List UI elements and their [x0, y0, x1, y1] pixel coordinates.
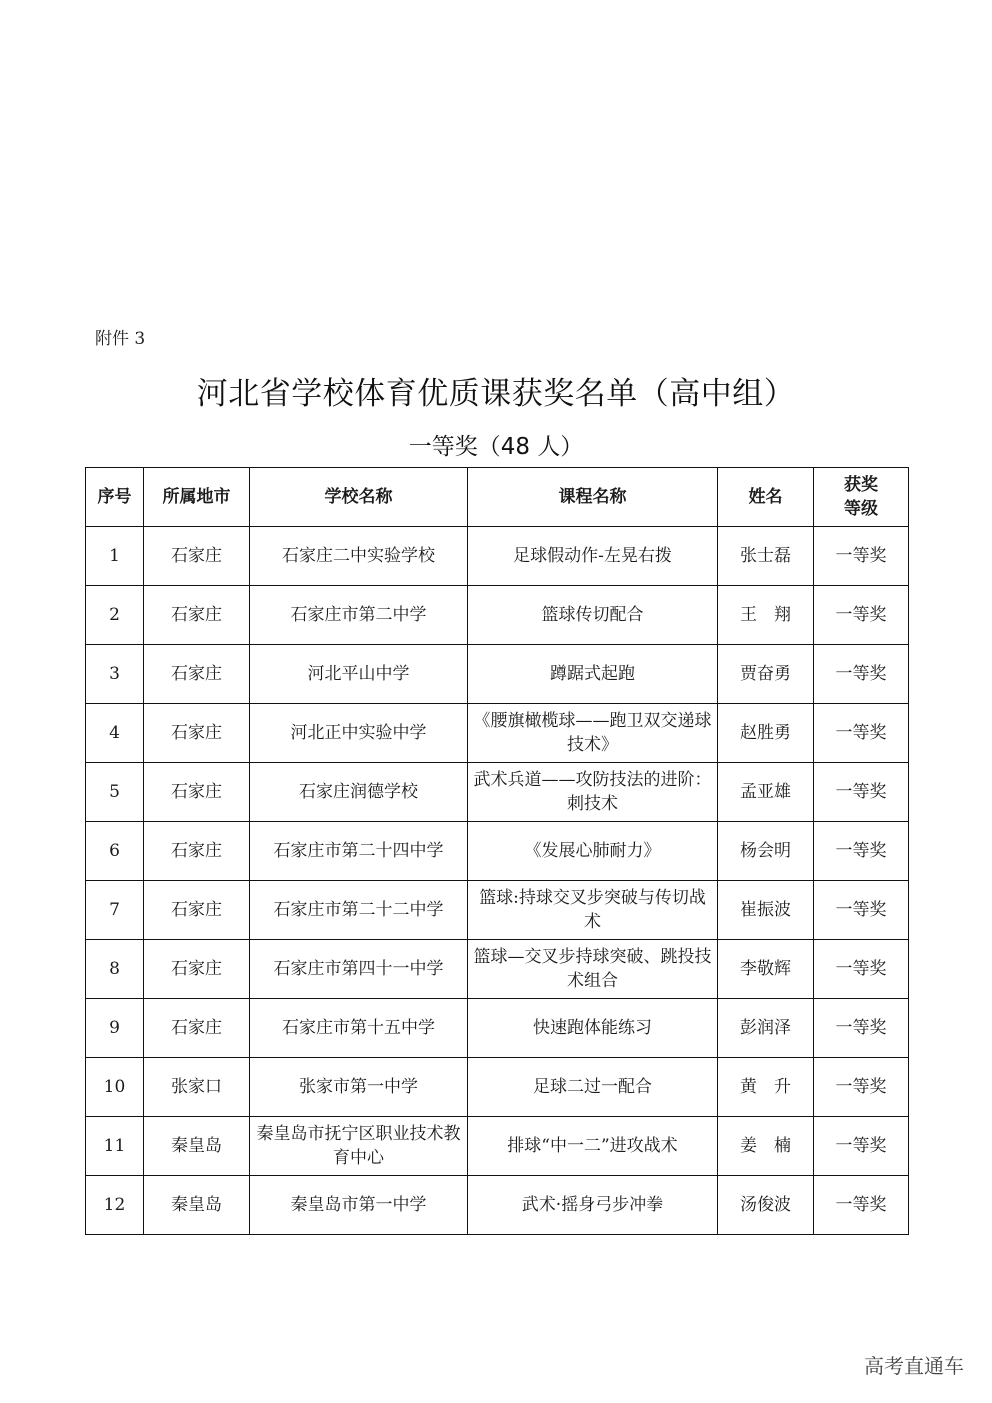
cell-index: 7	[86, 881, 144, 940]
table-row	[86, 1058, 909, 1117]
cell-name: 张士磊	[718, 527, 814, 586]
cell-city: 石家庄	[144, 527, 250, 586]
table-row	[86, 586, 909, 645]
cell-level: 一等奖	[814, 822, 909, 881]
cell-index: 4	[86, 704, 144, 763]
document-title: 河北省学校体育优质课获奖名单（高中组）	[196, 376, 796, 412]
cell-level: 一等奖	[814, 881, 909, 940]
header-index: 序号	[86, 468, 144, 527]
cell-school: 石家庄润德学校	[250, 763, 468, 822]
table-row	[86, 1117, 909, 1176]
header-level-line2: 等级	[844, 499, 878, 519]
cell-course: 快速跑体能练习	[468, 999, 718, 1058]
cell-course: 《腰旗橄榄球——跑卫双交递球技术》	[468, 704, 718, 763]
table-row	[86, 527, 909, 586]
cell-school: 秦皇岛市抚宁区职业技术教育中心	[250, 1117, 468, 1176]
header-city: 所属地市	[144, 468, 250, 527]
header-course: 课程名称	[468, 468, 718, 527]
cell-course: 篮球—交叉步持球突破、跳投技术组合	[468, 940, 718, 999]
cell-index: 3	[86, 645, 144, 704]
table-row	[86, 1176, 909, 1235]
cell-city: 石家庄	[144, 704, 250, 763]
cell-school: 石家庄市第二中学	[250, 586, 468, 645]
cell-level: 一等奖	[814, 999, 909, 1058]
table-row	[86, 763, 909, 822]
table-row	[86, 645, 909, 704]
cell-level: 一等奖	[814, 1058, 909, 1117]
cell-school: 石家庄二中实验学校	[250, 527, 468, 586]
header-school: 学校名称	[250, 468, 468, 527]
cell-school: 石家庄市第二十二中学	[250, 881, 468, 940]
cell-course: 武术兵道——攻防技法的进阶：刺技术	[468, 763, 718, 822]
cell-index: 11	[86, 1117, 144, 1176]
cell-level: 一等奖	[814, 1117, 909, 1176]
cell-school: 张家市第一中学	[250, 1058, 468, 1117]
table-row	[86, 822, 909, 881]
cell-level: 一等奖	[814, 704, 909, 763]
cell-level: 一等奖	[814, 1176, 909, 1235]
cell-name: 姜 楠	[718, 1117, 814, 1176]
cell-name: 贾奋勇	[718, 645, 814, 704]
cell-level: 一等奖	[814, 763, 909, 822]
cell-name: 彭润泽	[718, 999, 814, 1058]
table-header-row	[86, 468, 909, 527]
cell-city: 石家庄	[144, 999, 250, 1058]
cell-city: 秦皇岛	[144, 1117, 250, 1176]
cell-name: 汤俊波	[718, 1176, 814, 1235]
section-title: 一等奖（48 人）	[408, 434, 584, 460]
cell-school: 石家庄市第四十一中学	[250, 940, 468, 999]
cell-name: 黄 升	[718, 1058, 814, 1117]
cell-course: 武术·摇身弓步冲拳	[468, 1176, 718, 1235]
cell-name: 崔振波	[718, 881, 814, 940]
cell-school: 石家庄市第十五中学	[250, 999, 468, 1058]
cell-index: 8	[86, 940, 144, 999]
header-level-line1: 获奖	[844, 475, 878, 495]
cell-course: 蹲踞式起跑	[468, 645, 718, 704]
cell-city: 石家庄	[144, 586, 250, 645]
cell-index: 2	[86, 586, 144, 645]
cell-school: 河北平山中学	[250, 645, 468, 704]
header-level	[814, 468, 909, 527]
cell-course: 足球二过一配合	[468, 1058, 718, 1117]
cell-index: 5	[86, 763, 144, 822]
cell-course: 篮球传切配合	[468, 586, 718, 645]
cell-index: 12	[86, 1176, 144, 1235]
cell-level: 一等奖	[814, 586, 909, 645]
cell-name: 李敬辉	[718, 940, 814, 999]
cell-name: 孟亚雄	[718, 763, 814, 822]
table-row	[86, 940, 909, 999]
cell-course: 排球“中一二”进攻战术	[468, 1117, 718, 1176]
attachment-label: 附件 3	[95, 329, 146, 349]
cell-city: 张家口	[144, 1058, 250, 1117]
table-body	[86, 527, 909, 1235]
watermark: 高考直通车	[864, 1354, 964, 1378]
cell-name: 杨会明	[718, 822, 814, 881]
cell-course: 足球假动作-左晃右拨	[468, 527, 718, 586]
table-row	[86, 704, 909, 763]
cell-course: 《发展心肺耐力》	[468, 822, 718, 881]
cell-school: 石家庄市第二十四中学	[250, 822, 468, 881]
cell-city: 秦皇岛	[144, 1176, 250, 1235]
cell-index: 9	[86, 999, 144, 1058]
cell-school: 河北正中实验中学	[250, 704, 468, 763]
cell-city: 石家庄	[144, 822, 250, 881]
cell-level: 一等奖	[814, 645, 909, 704]
table-row	[86, 881, 909, 940]
cell-course: 篮球:持球交叉步突破与传切战术	[468, 881, 718, 940]
award-table	[85, 467, 909, 1235]
cell-city: 石家庄	[144, 645, 250, 704]
cell-city: 石家庄	[144, 881, 250, 940]
cell-index: 10	[86, 1058, 144, 1117]
cell-city: 石家庄	[144, 763, 250, 822]
cell-city: 石家庄	[144, 940, 250, 999]
header-name: 姓名	[718, 468, 814, 527]
cell-name: 王 翔	[718, 586, 814, 645]
table-row	[86, 999, 909, 1058]
cell-name: 赵胜勇	[718, 704, 814, 763]
cell-level: 一等奖	[814, 940, 909, 999]
cell-index: 1	[86, 527, 144, 586]
cell-school: 秦皇岛市第一中学	[250, 1176, 468, 1235]
cell-index: 6	[86, 822, 144, 881]
cell-level: 一等奖	[814, 527, 909, 586]
